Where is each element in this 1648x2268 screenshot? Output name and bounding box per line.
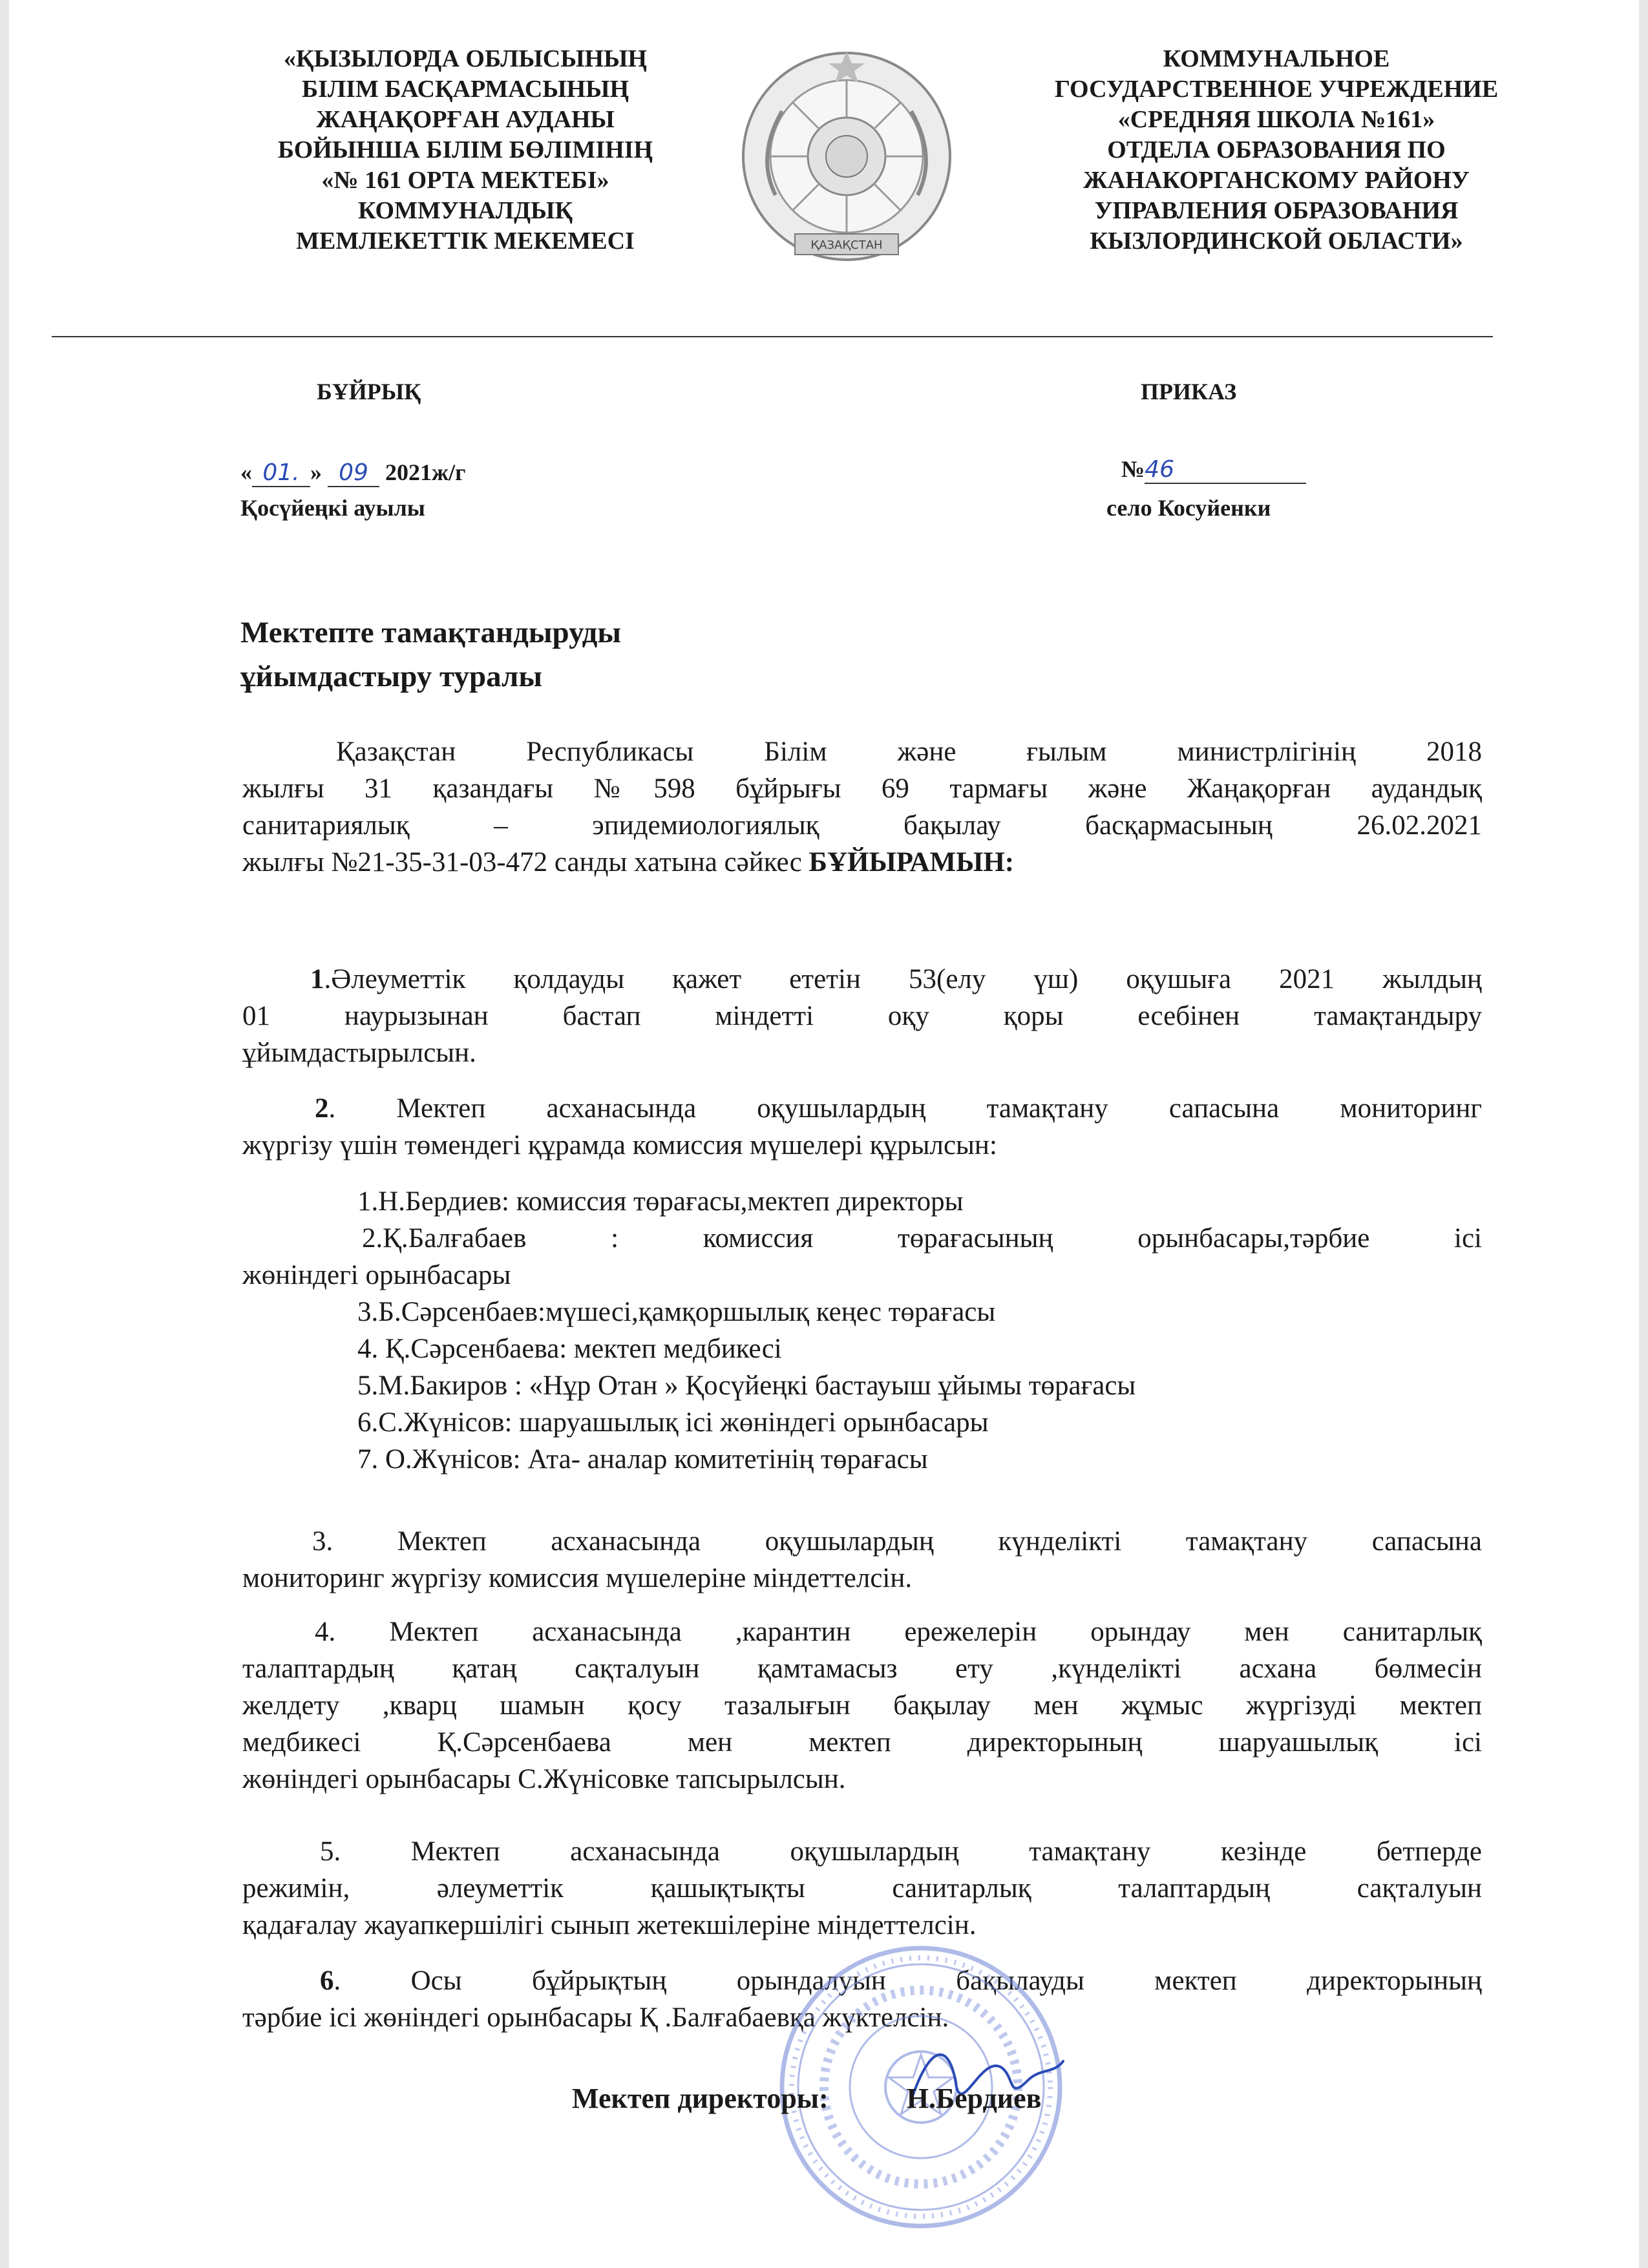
header-kz-line: МЕМЛЕКЕТТІК МЕКЕМЕСІ (296, 227, 635, 255)
item-4 (242, 1613, 1482, 1798)
header-kz-line: «№ 161 ОРТА МЕКТЕБІ» (321, 167, 609, 194)
header-ru-line: ГОСУДАРСТВЕННОЕ УЧРЕЖДЕНИЕ (1054, 76, 1499, 103)
item-5 (242, 1833, 1482, 1944)
item-3 (242, 1523, 1482, 1597)
director-signature-block (572, 2082, 1041, 2115)
member-item: 3.Б.Сәрсенбаев:мүшесі,қамқоршылық кеңес төрағасы (357, 1297, 996, 1327)
date-close-quote: » (310, 459, 322, 485)
item-text: жөніндегі орынбасары С.Жүнісовке тапсырылсын. (242, 1764, 846, 1794)
header-kz-line: КОММУНАЛДЫҚ (357, 197, 573, 224)
item-text: 01 наурызынан бастап міндетті оқу қоры есебінен тамақтандыру (242, 1001, 1482, 1031)
item-text: медбикесі Қ.Сәрсенбаева мен мектеп директорының шаруашылық ісі (242, 1727, 1482, 1758)
item-text: желдету ,кварц шамын қосу тазалығын бақылау мен жұмыс жүргізуді мектеп (242, 1690, 1482, 1721)
item-text: 5. Мектеп асханасында оқушылардың тамақтану кезінде бетперде (320, 1836, 1482, 1867)
director-title: Мектеп директоры: (572, 2083, 829, 2114)
header-ru-line: ОТДЕЛА ОБРАЗОВАНИЯ ПО (1107, 136, 1446, 163)
item-text: режимін, әлеуметтік қашықтықты санитарлық талаптардың сақталуын (242, 1873, 1482, 1904)
preamble-line: жылғы 31 қазандағы №598 бұйрығы 69 тармағы және Жаңақорған аудандық (242, 773, 1482, 804)
header-russian (1008, 44, 1545, 257)
item-number: 1 (310, 964, 324, 994)
number-handwritten: 46 (1145, 456, 1174, 483)
member-item: 1.Н.Бердиев: комиссия төрағасы,мектеп директоры (357, 1186, 964, 1217)
preamble-line: Қазақстан Республикасы Білім және ғылым министрлігінің 2018 (336, 737, 1482, 767)
item-text: . Мектеп асханасында оқушылардың тамақтану сапасына мониторинг (328, 1093, 1482, 1124)
preamble (242, 733, 1482, 881)
preamble-line: санитариялық – эпидемиологиялық бақылау басқармасының 26.02.2021 (242, 810, 1482, 841)
title-line: Мектепте тамақтандыруды (240, 616, 622, 649)
place-kz: Қосүйеңкі ауылы (240, 495, 425, 521)
preamble-line: жылғы №21-35-31-03-472 санды хатына сәйкес (242, 847, 809, 877)
item-text: 4. Мектеп асханасында ,карантин ережелерін орындау мен санитарлық (315, 1617, 1482, 1647)
header-ru-line: «СРЕДНЯЯ ШКОЛА №161» (1117, 106, 1435, 133)
order-title (240, 611, 621, 698)
member-item: 7. О.Жүнісов: Ата- аналар комитетінің төрағасы (357, 1444, 928, 1475)
item-text: ұйымдастырылсын. (242, 1038, 476, 1068)
header-kz-line: «ҚЫЗЫЛОРДА ОБЛЫСЫНЫҢ (284, 45, 647, 72)
scan-edge-right (1639, 0, 1648, 2268)
director-name: Н.Бердиев (906, 2083, 1042, 2114)
date-open-quote: « (240, 459, 252, 485)
scan-edge-left (0, 0, 9, 2268)
item-text: мониторинг жүргізу комиссия мүшелеріне міндеттелсін. (242, 1563, 913, 1593)
date-day-handwritten: 01. (262, 459, 300, 486)
member-item: 2.Қ.Балғабаев : комиссия төрағасының орынбасары,тәрбие ісі (362, 1223, 1482, 1254)
order-label-kz: БҰЙРЫҚ (317, 379, 421, 404)
header-ru-line: ЖАНАКОРГАНСКОМУ РАЙОНУ (1083, 167, 1470, 194)
commission-list (242, 1183, 1482, 1478)
order-label-ru: ПРИКАЗ (1141, 379, 1237, 404)
item-text: қадағалау жауапкершілігі сынып жетекшілеріне міндеттелсін. (242, 1910, 977, 1940)
order-number (1121, 456, 1306, 484)
number-sign: № (1121, 456, 1145, 482)
member-item: 4. Қ.Сәрсенбаева: мектеп медбикесі (357, 1334, 782, 1364)
item-1 (242, 961, 1482, 1071)
header-ru-line: КОММУНАЛЬНОЕ (1163, 45, 1390, 72)
header-kz-line: БІЛІМ БАСҚАРМАСЫНЫҢ (301, 76, 629, 103)
order-date (240, 459, 465, 487)
item-text: талаптардың қатаң сақталуын қамтамасыз ету ,күнделікті асхана бөлмесін (242, 1654, 1482, 1684)
header-kz-line: ЖАҢАҚОРҒАН АУДАНЫ (316, 106, 615, 133)
item-number: 2 (315, 1093, 329, 1124)
member-item: 6.С.Жүнісов: шаруашылық ісі жөніндегі орынбасары (357, 1407, 989, 1438)
header-ru-line: УПРАВЛЕНИЯ ОБРАЗОВАНИЯ (1094, 197, 1459, 224)
item-text: 3. Мектеп асханасында оқушылардың күнделікті тамақтану сапасына (312, 1526, 1482, 1557)
item-text: жүргізу үшін төмендегі құрамда комиссия мүшелері құрылсын: (242, 1130, 997, 1160)
header-kazakh (239, 44, 692, 257)
item-2 (242, 1090, 1482, 1164)
item-text: тәрбие ісі жөніндегі орынбасары Қ .Балғабаевқа жүктелсін. (242, 2002, 949, 2033)
order-verb: БҰЙЫРАМЫН: (808, 847, 1015, 877)
date-year: 2021ж/г (379, 459, 466, 485)
title-line: ұйымдастыру туралы (240, 660, 543, 693)
item-text: . Осы бұйрықтың орындалуын бақылауды мектеп директорының (333, 1966, 1482, 1996)
date-month-handwritten: 09 (339, 459, 368, 486)
member-item: жөніндегі орынбасары (242, 1260, 511, 1290)
header-kz-line: БОЙЫНША БІЛІМ БӨЛІМІНІҢ (277, 136, 653, 163)
emblem-caption: ҚАЗАҚСТАН (810, 238, 883, 252)
header-divider (52, 336, 1493, 337)
item-text: .Әлеуметтік қолдауды қажет ететін 53(елу үш) оқушыға 2021 жылдың (324, 964, 1482, 994)
header-ru-line: КЫЗЛОРДИНСКОЙ ОБЛАСТИ» (1090, 227, 1463, 255)
place-ru: село Косуйенки (1106, 495, 1271, 521)
state-emblem-icon (737, 40, 956, 279)
member-item: 5.М.Бакиров : «Нұр Отан » Қосүйеңкі бастауыш ұйымы төрағасы (357, 1370, 1136, 1401)
item-number: 6 (320, 1966, 334, 1996)
